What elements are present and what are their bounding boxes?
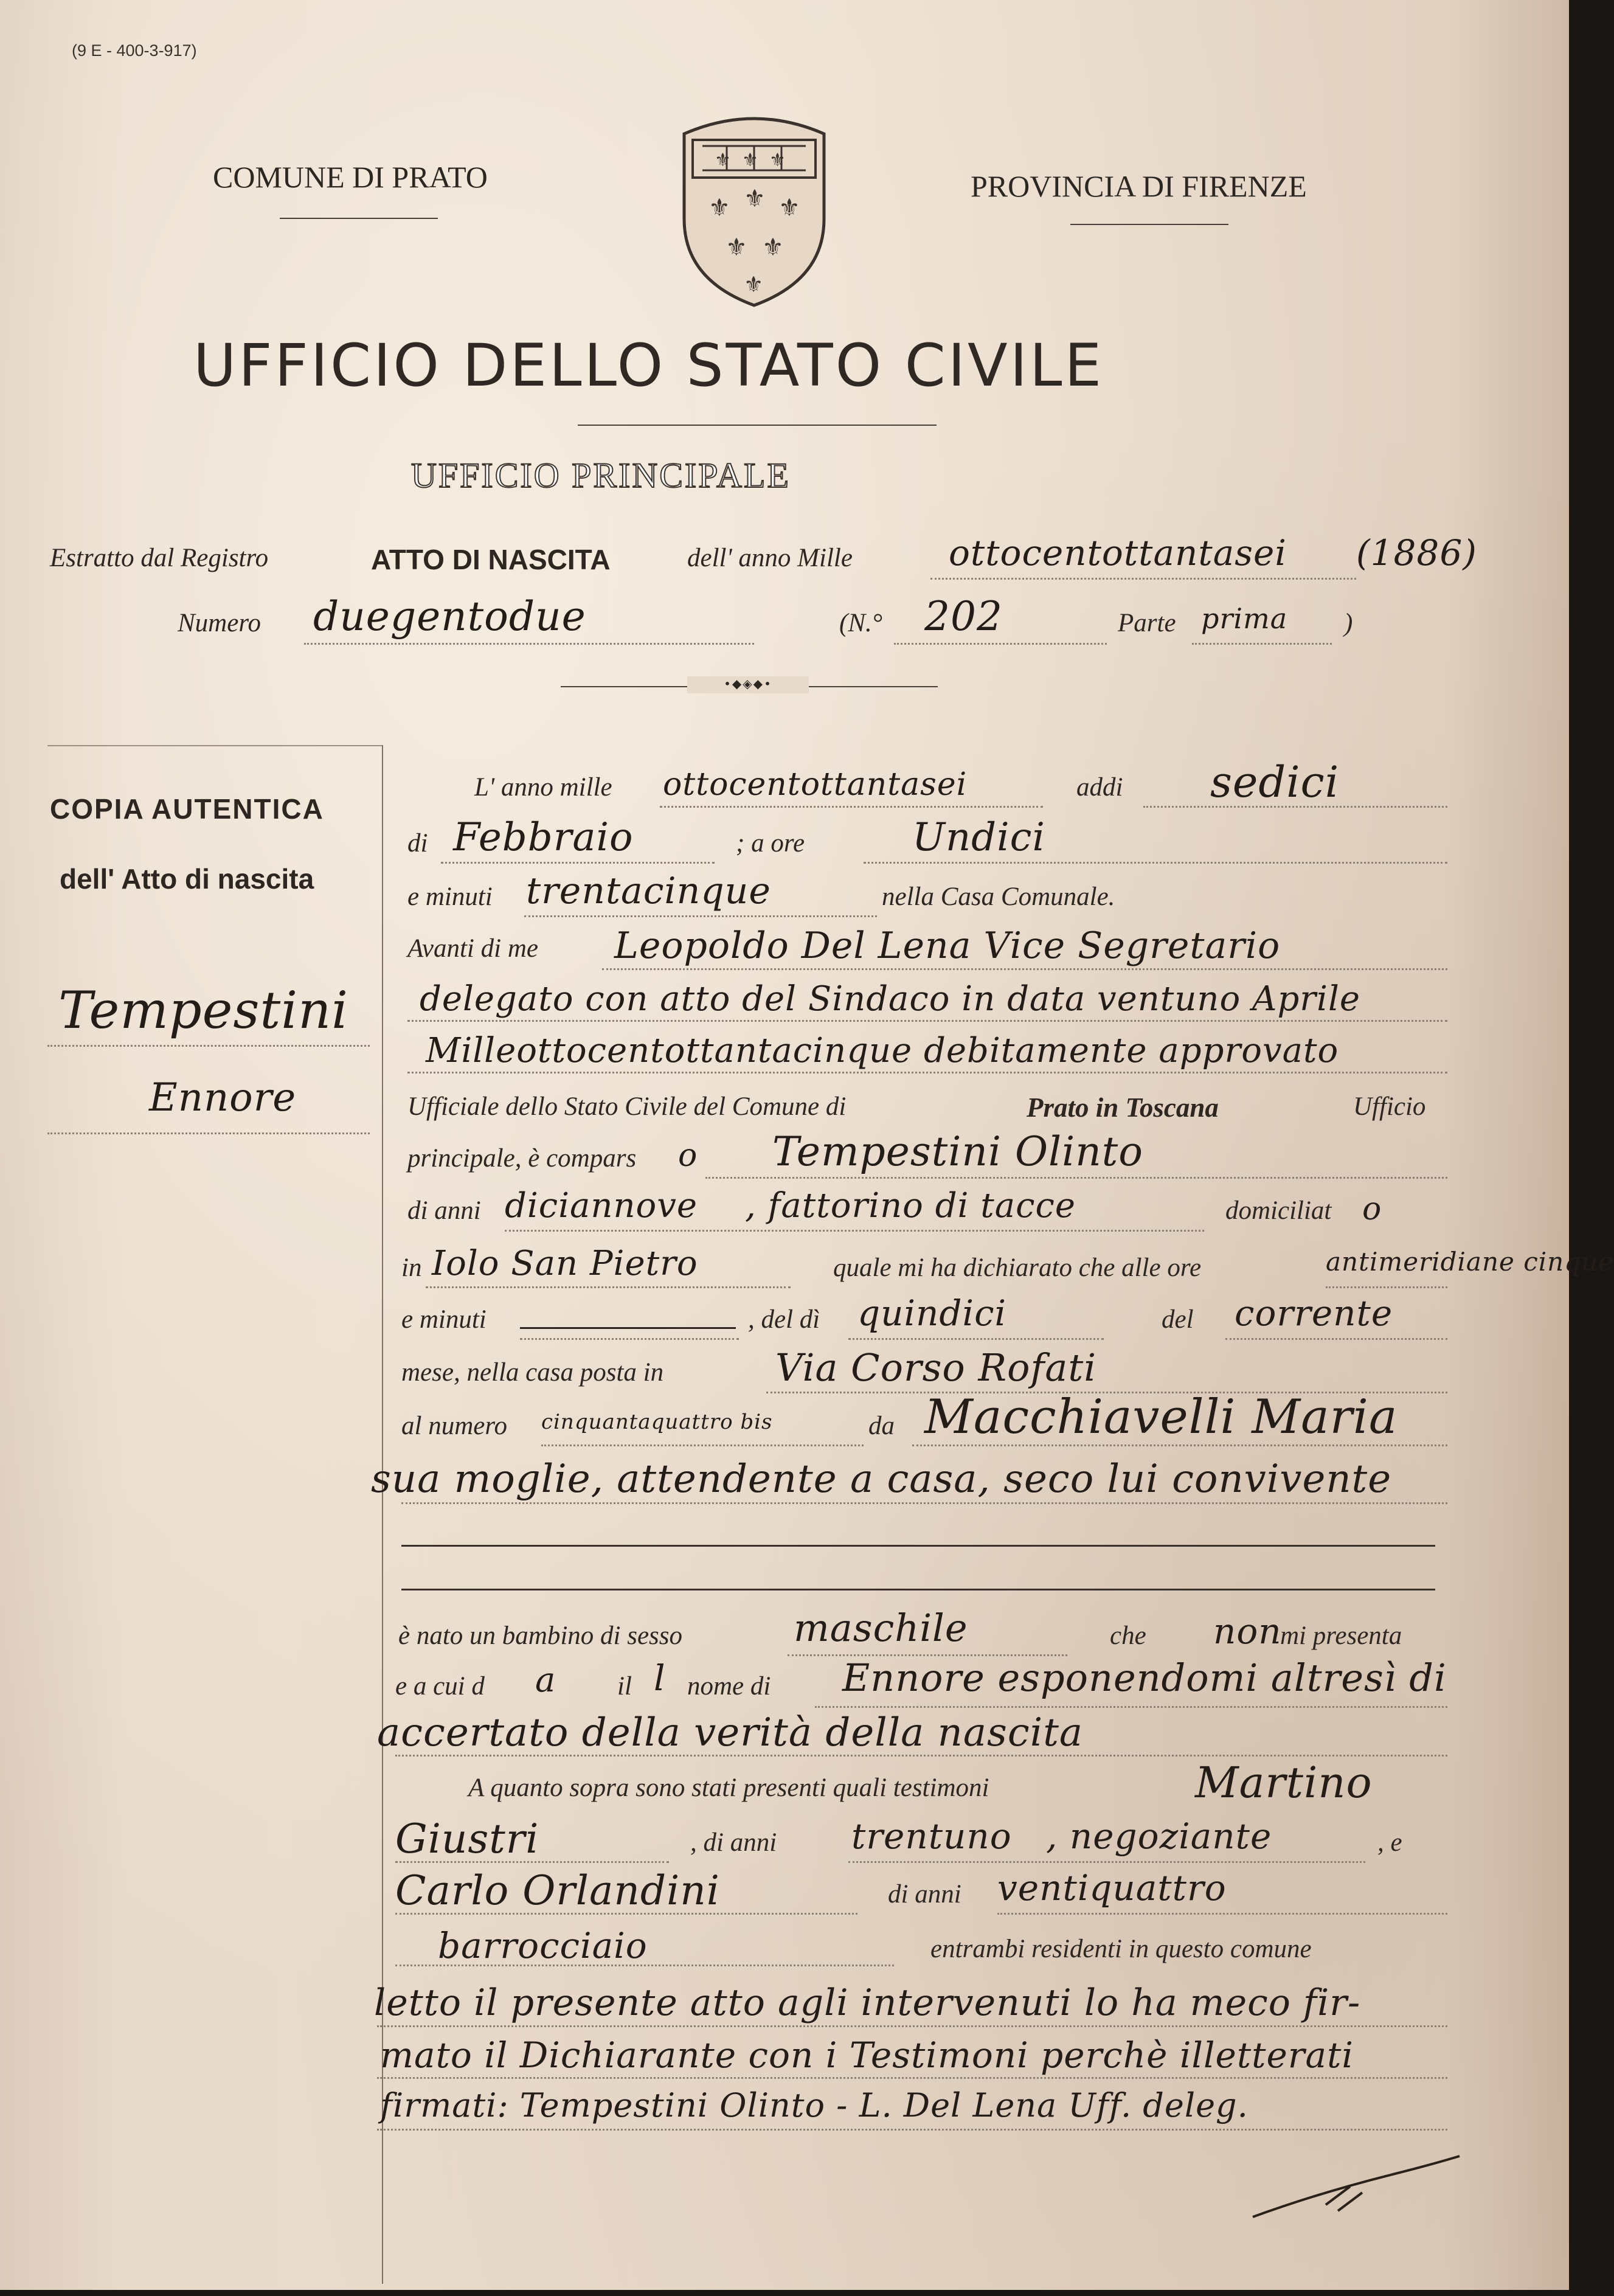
- form-avanti-2: delegato con atto del Sindaco in data ventuno Aprile: [420, 979, 1361, 1019]
- form-test2-prof: barrocciaio: [438, 1925, 648, 1966]
- test2-eta-dotline: [997, 1913, 1447, 1915]
- test2-dotline: [395, 1913, 857, 1915]
- n-label: (N.°: [839, 609, 882, 637]
- ore-dotline: [864, 862, 1447, 864]
- form-deldi-value: quindici: [857, 1292, 1007, 1334]
- form-madre-2: sua moglie, attendente a casa, seco lui convivente: [371, 1457, 1392, 1502]
- del-dotline: [1225, 1338, 1447, 1340]
- chiusa-dotline-3: [377, 2129, 1447, 2131]
- avanti-dotline-1: [602, 968, 1447, 970]
- form-da-label: da: [868, 1412, 895, 1440]
- parte-dotline: [1192, 643, 1332, 645]
- form-testimoni-label: A quanto sopra sono stati presenti quali testimoni: [468, 1774, 989, 1802]
- chiusa-dotline-2: [377, 2077, 1447, 2079]
- sidebar-surname: Tempestini: [58, 980, 349, 1040]
- form-nome-2: accertato della verità della nascita: [377, 1710, 1084, 1755]
- madre-dotline: [912, 1445, 1447, 1446]
- numero-label: Numero: [178, 609, 261, 637]
- svg-text:⚜: ⚜: [742, 150, 758, 171]
- form-test1-eta: trentuno: [851, 1816, 1012, 1857]
- test2-prof-dotline: [395, 1965, 894, 1966]
- sidebar-dotline-1: [47, 1045, 370, 1047]
- form-sesso-label: è nato un bambino di sesso: [398, 1621, 683, 1650]
- form-via-label: mese, nella casa posta in: [401, 1358, 664, 1387]
- page-title: UFFICIO DELLO STATO CIVILE: [193, 331, 1104, 400]
- extract-label-atto: ATTO DI NASCITA: [371, 544, 611, 575]
- form-ore-label: ; a ore: [736, 829, 805, 858]
- form-minuti-label: e minuti: [407, 883, 493, 911]
- form-luogo-value: Iolo San Pietro: [432, 1244, 698, 1283]
- form-mese-value: Febbraio: [453, 815, 634, 860]
- form-casa-label: nella Casa Comunale.: [882, 883, 1115, 911]
- test1-eta-dotline: [848, 1861, 1365, 1863]
- test1-dotline: [395, 1861, 669, 1863]
- numero-words: duegentodue: [313, 593, 586, 640]
- sidebar-dotline-2: [47, 1132, 370, 1134]
- form-ore-value: Undici: [912, 815, 1045, 860]
- sidebar-title-1: COPIA AUTENTICA: [50, 793, 324, 825]
- form-ufficiale-a: Ufficiale dello Stato Civile del Comune di: [407, 1092, 847, 1121]
- form-ore-n-label: quale mi ha dichiarato che alle ore: [833, 1254, 1202, 1282]
- form-madre-value: Macchiavelli Maria: [924, 1390, 1398, 1445]
- form-test2-eta-label: di anni: [888, 1880, 961, 1909]
- form-giorno-value: sedici: [1210, 757, 1340, 807]
- chiusa-dotline-1: [377, 2025, 1447, 2027]
- form-di-label: di: [407, 829, 428, 858]
- extract-label-1: Estratto dal Registro: [50, 544, 269, 572]
- signature-flourish: [1247, 2150, 1466, 2229]
- form-anno-label: L' anno mille: [474, 773, 612, 802]
- form-numero-value: cinquantaquattro bis: [541, 1410, 773, 1434]
- form-e-label: , e: [1377, 1828, 1402, 1857]
- compars-dotline: [705, 1177, 1447, 1179]
- form-del-value: corrente: [1235, 1292, 1393, 1334]
- luogo-dotline: [426, 1286, 791, 1288]
- form-dichiarante: Tempestini Olinto: [772, 1128, 1144, 1175]
- form-residenti-label: entrambi residenti in questo comune: [930, 1935, 1312, 1963]
- form-test2: Carlo Orlandini: [395, 1867, 720, 1914]
- blank-rule-1: [401, 1545, 1435, 1547]
- svg-text:⚜: ⚜: [778, 194, 800, 222]
- extract-label-2: dell' anno Mille: [687, 544, 853, 572]
- form-ufficiale-c: Ufficio: [1353, 1092, 1426, 1121]
- minuti-dotline: [524, 915, 877, 917]
- form-code: (9 E - 400-3-917): [72, 41, 197, 60]
- form-ore-n-value: antimeridiane cinque: [1326, 1247, 1614, 1277]
- form-test2-eta: ventiquattro: [997, 1867, 1227, 1909]
- form-compars-label: principale, è compars: [407, 1144, 637, 1173]
- n-dotline: [894, 643, 1107, 645]
- svg-text:⚜: ⚜: [715, 150, 731, 171]
- minuti2-dotline: [520, 1338, 739, 1340]
- title-rule: [578, 425, 937, 426]
- form-ufficiale-b: Prato in Toscana: [1027, 1092, 1219, 1123]
- form-avanti-3: Milleottocentottantacinque debitamente approvato: [426, 1031, 1339, 1070]
- form-eta-value: diciannove: [505, 1186, 698, 1226]
- form-cui-value: a: [535, 1660, 556, 1700]
- form-test1-eta-label: , di anni: [690, 1828, 777, 1857]
- svg-text:⚜: ⚜: [769, 150, 786, 171]
- madre-dotline-2: [401, 1502, 1447, 1504]
- blank-rule-2: [401, 1589, 1435, 1590]
- form-sesso-value: maschile: [794, 1606, 968, 1650]
- ore-n-dotline: [1326, 1286, 1447, 1288]
- svg-text:⚜: ⚜: [726, 234, 747, 262]
- form-chiusa-1: letto il presente atto agli intervenuti lo ha meco fir-: [374, 1982, 1361, 2024]
- mese-dotline: [441, 862, 715, 864]
- form-anno-value: ottocentottantasei: [663, 766, 968, 803]
- form-minuti-value: trentacinque: [526, 870, 771, 912]
- form-dom-suffix: o: [1362, 1191, 1382, 1227]
- form-eta-label: di anni: [407, 1196, 481, 1225]
- avanti-dotline-3: [407, 1072, 1447, 1073]
- form-via-value: Via Corso Rofati: [775, 1345, 1097, 1390]
- form-nome-label: nome di: [687, 1672, 771, 1701]
- form-del-label: del: [1162, 1305, 1194, 1334]
- n-value: 202: [924, 593, 1003, 640]
- anno-dotline: [660, 806, 1043, 808]
- parte-label: Parte: [1118, 609, 1176, 637]
- form-dom-label: domiciliat: [1225, 1196, 1332, 1225]
- form-nome-value: Ennore esponendomi altresì di: [842, 1656, 1447, 1700]
- provincia-underline: [1070, 224, 1228, 225]
- sidebar-top-rule: [47, 745, 382, 746]
- nome-dotline: [815, 1706, 1447, 1708]
- form-che-label: che: [1110, 1621, 1146, 1650]
- comune-label: COMUNE DI PRATO: [213, 160, 488, 194]
- form-chiusa-3: firmati: Tempestini Olinto - L. Del Lena Uff. deleg.: [380, 2086, 1249, 2124]
- sidebar-title-2: dell' Atto di nascita: [60, 863, 314, 895]
- form-cui-label: e a cui d: [395, 1672, 485, 1701]
- form-compars-suffix: o: [678, 1137, 698, 1174]
- svg-text:⚜: ⚜: [744, 185, 766, 213]
- avanti-dotline-2: [407, 1020, 1447, 1022]
- form-addi-label: addi: [1076, 773, 1123, 802]
- sidebar-first-name: Ennore: [149, 1075, 297, 1120]
- subtitle: UFFICIO PRINCIPALE: [411, 456, 791, 495]
- svg-text:⚜: ⚜: [708, 194, 730, 222]
- form-il-value: l: [654, 1657, 666, 1699]
- form-numero-label: al numero: [401, 1412, 507, 1440]
- form-avanti-label: Avanti di me: [407, 934, 538, 963]
- form-presenta-label: mi presenta: [1280, 1621, 1402, 1650]
- form-test1-b: Giustri: [395, 1816, 539, 1862]
- minuti2-dash: [520, 1327, 736, 1329]
- provincia-label: PROVINCIA DI FIRENZE: [971, 169, 1307, 203]
- year-dotline: [930, 578, 1356, 580]
- svg-text:⚜: ⚜: [762, 234, 784, 262]
- form-il-label: il: [617, 1672, 632, 1701]
- form-minuti2-label: e minuti: [401, 1305, 487, 1334]
- deldi-dotline: [848, 1338, 1104, 1340]
- ornament-icon: •◆◈◆•: [687, 676, 809, 693]
- form-in-label: in: [401, 1254, 422, 1282]
- numero-civ-dotline: [541, 1445, 864, 1446]
- comune-underline: [280, 218, 438, 219]
- form-avanti-1: Leopoldo Del Lena Vice Segretario: [614, 924, 1281, 967]
- close-paren: ): [1344, 609, 1353, 637]
- svg-text:⚜: ⚜: [744, 272, 764, 297]
- form-prof-value: , fattorino di tacce: [745, 1186, 1076, 1226]
- year-words: ottocentottantasei: [949, 532, 1287, 574]
- form-chiusa-2: mato il Dichiarante con i Testimoni perchè illetterati: [380, 2034, 1354, 2076]
- form-test1-a: Martino: [1195, 1758, 1373, 1808]
- form-che-value: non: [1213, 1611, 1282, 1652]
- year-number: (1886): [1356, 532, 1477, 574]
- parte-value: prima: [1201, 602, 1288, 635]
- numero-dotline: [304, 643, 754, 645]
- form-test1-prof: , negoziante: [1046, 1816, 1272, 1857]
- coat-of-arms-icon: [678, 109, 830, 310]
- eta-dotline: [505, 1230, 1204, 1232]
- form-deldi-label: , del dì: [748, 1305, 820, 1334]
